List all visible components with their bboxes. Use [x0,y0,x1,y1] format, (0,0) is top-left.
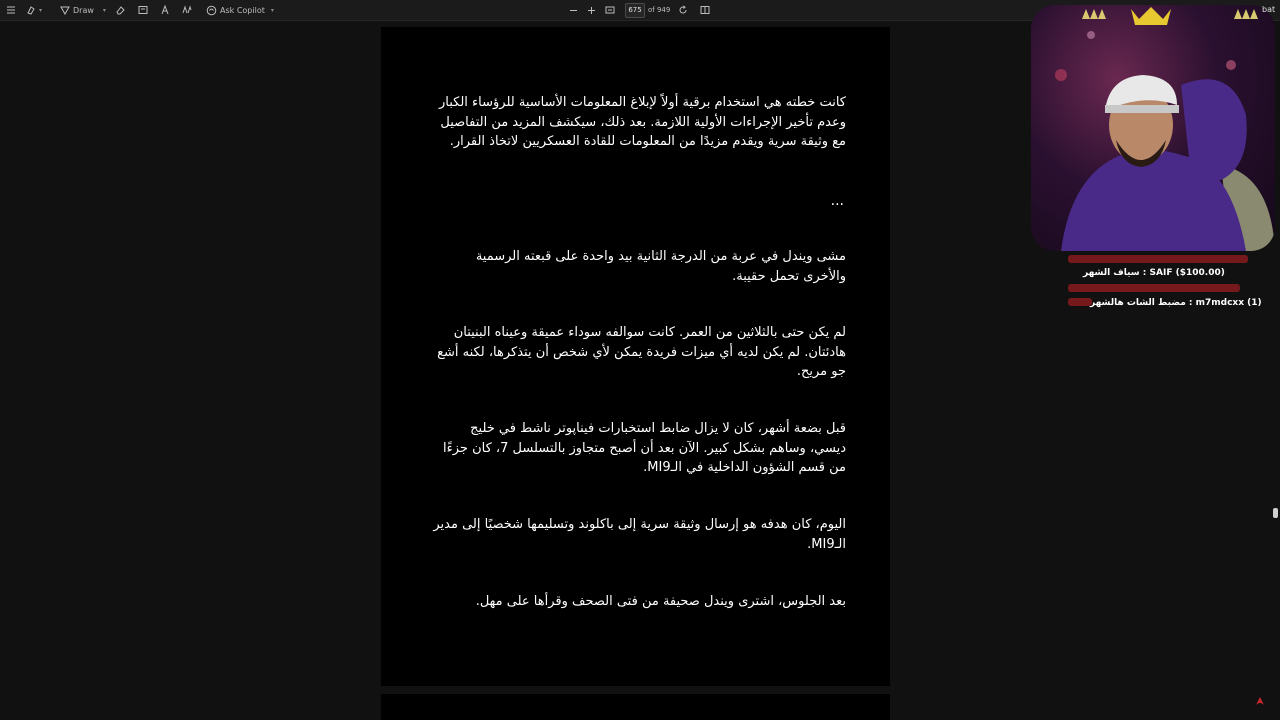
zoom-in-button[interactable] [587,3,596,17]
paragraph: اليوم، كان هدفه هو إرسال وثيقة سرية إلى باكلوند وتسليمها شخصيًا إلى مدير الـMI9. [433,517,846,552]
blurred-chat-line [1068,255,1248,263]
read-aloud-icon [182,5,192,15]
overlay-badge-text: bat [1262,5,1276,14]
list-icon [6,5,16,15]
contents-button[interactable] [6,3,16,17]
add-text-button[interactable] [160,3,170,17]
pen-icon [60,5,70,15]
plus-icon [587,6,596,15]
overlay-badge-left [1082,4,1108,18]
text-box-icon [138,5,148,15]
page-number-input[interactable]: 675 [625,3,645,18]
draw-label: Draw [73,5,94,15]
paragraph: بعد الجلوس، اشترى ويندل صحيفة من فتى الصحف وقرأها على مهل. [475,594,846,609]
chevron-down-icon: ▾ [102,6,106,14]
pdf-app-icon [1254,692,1266,704]
zoom-out-button[interactable] [569,3,578,17]
paragraph: قبل بضعة أشهر، كان لا يزال ضابط استخبارات فيناپوتر ناشط في خليج ديسي، وساهم بشكل كبير. الآن بعد أن أصبح متجاوز بالتسلسل 7، كان جزءًا من قسم الشؤون الداخلية في الـMI9. [443,421,846,475]
erase-button[interactable] [115,3,125,17]
copilot-label: Ask Copilot [220,5,265,15]
rotate-button[interactable] [678,3,688,17]
chevron-down-icon: ▾ [270,6,274,14]
paragraph: كانت خطته هي استخدام برقية أولاً لإبلاغ المعلومات الأساسية للرؤساء الكبار وعدم تأخير الإجراءات الأولية اللازمة. بعد ذلك، سيكشف المزيد من التفاصيل مع وثيقة سرية ويقدم مزيدًا من المعلومات للقادة العسكريين لاتخاذ القرار. [439,95,846,149]
ask-copilot-button[interactable] [206,3,274,17]
copilot-icon [206,5,217,16]
minus-icon [569,6,578,15]
next-pdf-page [381,694,890,720]
webcam-feed [1031,5,1275,251]
page-total: of 949 [648,6,671,14]
read-aloud-button[interactable] [182,3,192,17]
page-view-button[interactable] [700,3,710,17]
streamer-figure [1031,5,1275,251]
fit-page-icon [605,5,615,15]
draw-button[interactable] [60,3,106,17]
overlay-badge-right [1234,4,1260,18]
eraser-icon [115,5,125,15]
chevron-down-icon: ▾ [39,6,43,14]
add-text-icon [160,5,170,15]
highlighter-icon [26,5,36,15]
chat-top-supporter: SAIF ($100.00) : سياف الشهر [1083,268,1225,278]
rotate-icon [678,5,688,15]
fit-page-button[interactable] [605,3,615,17]
paragraph: لم يكن حتى بالثلاثين من العمر. كانت سوالفه سوداء عميقة وعيناه البنيتان هادئتان. لم يكن لديه أي ميزات فريدة يمكن لأي شخص أن يتذكرها، لكنه أشع جو مريح. [437,325,846,379]
chat-top-moderator: m7mdcxx (1) : مضبط الشات هالشهر [1090,298,1262,308]
scrollbar-thumb[interactable] [1273,508,1278,518]
blurred-chat-line [1068,298,1092,306]
paragraph: مشى ويندل في عربة من الدرجة الثانية بيد واحدة على قبعته الرسمية والأخرى تحمل حقيبة. [475,249,846,284]
blurred-chat-line [1068,284,1240,292]
text-box-button[interactable] [138,3,148,17]
page-view-icon [700,5,710,15]
highlight-button[interactable] [26,3,42,17]
ellipsis-separator: ... [830,193,844,209]
pdf-page [381,27,890,686]
